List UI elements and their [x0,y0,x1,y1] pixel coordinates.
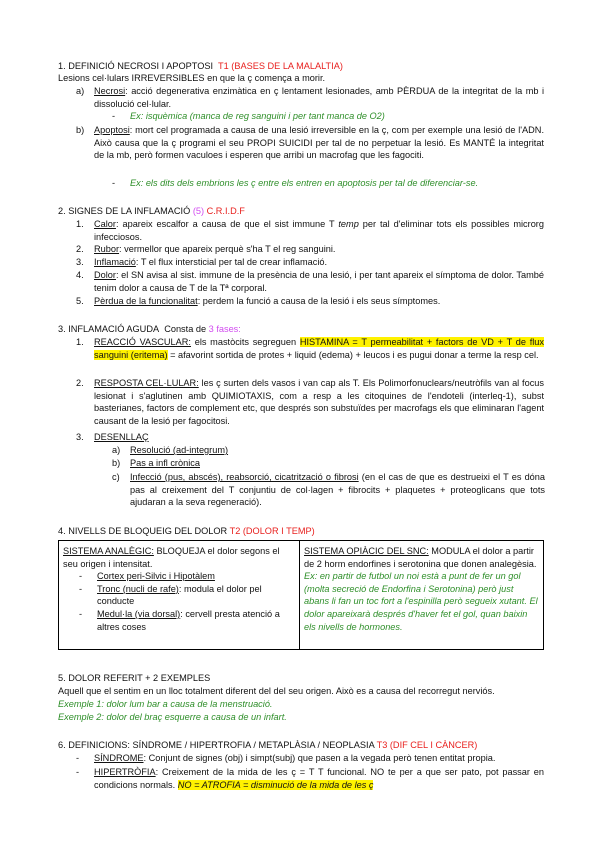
list-marker: a) [112,445,121,455]
desenllac-cronica: Pas a infl crònica [130,458,200,468]
opiacic-system-cell: SISTEMA OPIÀCIC DEL SNC: MODULA el dolor a partir de 2 horm endorfines i serotonina que donen analegèsia. Ex: en partir de futbol un noi està a punt de fer un gol (molta secreció de Endorfina i Serotonina) però just abans li fan un toc fort a l'espinilla però segueix xutant. El dolor apareixarà després d'haver fet el gol, quan baixin els nivells de hormones. [300,541,544,650]
list-marker: b) [112,458,121,468]
desenllac-resolucio: Resolució (ad-integrum) [130,445,229,455]
list-number: 1. [76,219,84,229]
section-1-heading: 1. DEFINICIÓ NECROSI I APOPTOSI T1 (BASES DE LA MALALTIA) [58,61,343,71]
section-3-heading: 3. INFLAMACIÓ AGUDA Consta de 3 fases: [58,324,241,334]
signe-calor: Calor: apareix escalfor a causa de que el sist immune T temp per tal d'eliminar tots els possibles microrg infecciosos. [94,219,544,242]
section-1-tag: T1 (BASES DE LA MALALTIA) [217,61,343,71]
analgesic-item: - Medul·la (via dorsal): cervell presta atenció a altres coses [79,608,280,632]
list-number: 1. [76,337,84,347]
sindrome-definition: SÍNDROME: Conjunt de signes (obj) i simpt(subj) que pasen a la vegada però tenen entitat propia. [94,753,496,763]
desenllac: DESENLLAÇ [94,432,149,442]
section-6-heading: 6. DEFINICIONS: SÍNDROME / HIPERTROFIA / METAPLÀSIA / NEOPLASIA T3 (DIF CEL I CÀNCER) [58,740,478,750]
atrofia-highlight: NO = ATROFIA = disminució de la mida de les ç [177,779,374,790]
dolor-referit-example-1: Exemple 1: dolor lum bar a causa de la menstruació. [58,699,273,709]
signe-rubor: Rubor: vermellor que apareix perquè s'ha T el reg sanguini. [94,244,336,254]
necrosi-example: Ex: isquèmica (manca de reg sanguini i per tant manca de O2) [130,111,385,121]
analgesic-item: - Cortex peri-Silvic i Hipotàlem [79,571,215,582]
list-number: 3. [76,257,84,267]
signe-perdua-funcionalitat: Pèrdua de la funcionalitat: perdem la funció a causa de la lesió i els seus símptomes. [94,296,441,306]
list-number: 2. [76,244,84,254]
signe-dolor: Dolor: el SN avisa al sist. immune de la presència de una lesió, i per tant apareix el símptoma de dolor. També tenim dolor a causa de T de la Tª corporal. [94,270,544,293]
resposta-cellular: RESPOSTA CEL·LULAR: les ç surten dels vasos i van cap als T. Els Polimorfonuclears/neutròfils van al focus lesionat i s'aglutinen amb QUIMIOTAXIS, com a resp a les citoquines de l'endoteli (interleq-1), subst basterianes, factors de complement etc, que després son substuïdes per macrofags els que eliminaran l'agent causant de la lesió per fagocitosi. [94,378,544,426]
section-5-heading: 5. DOLOR REFERIT + 2 EXEMPLES [58,673,211,683]
bullet-dash: - [76,753,80,763]
analgesic-item: - Tronc (nucli de rafe): modula el dolor pel conducte [79,583,262,607]
desenllac-infeccio: Infecció (pus, abscés), reabsorció, cicatrització o fibrosi (en el cas de que es destrueixi el T es dóna pas al creixement del T conjuntiu de col·lagen + fibrocits + plaquetes + proteoglicans que tots ajudaran a la seva regeneració). [130,472,546,508]
list-marker: c) [112,472,120,482]
reaccio-vascular: REACCIÓ VASCULAR: els mastòcits segreguen HISTAMINA = T permeabilitat + factors de VD + T de flux sanguini (eritema) = afavorint sortida de protes + liquid (edema) + leucos i es pugui donar a terme la resp cel. [94,337,544,360]
section-2-heading: 2. SIGNES DE LA INFLAMACIÓ (5) C.R.I.D.F [58,206,245,216]
bullet-dash: - [112,111,116,121]
list-number: 4. [76,270,84,280]
dolor-referit-definition: Aquell que el sentim en un lloc totalment diferent del del seu origen. Això es a causa del recorregut nerviós. [58,686,495,696]
necrosi-definition: Necrosi: acció degenerativa enzimàtica en ç lentament lesionades, amb PÈRDUA de la integritat de la mb i dissolució cel·lular. [94,86,544,109]
section-4-heading: 4. NIVELLS DE BLOQUEIG DEL DOLOR T2 (DOLOR I TEMP) [58,526,315,536]
opiacic-example: Ex: en partir de futbol un noi està a punt de fer un gol (molta secreció de Endorfina i Serotonina) però just abans li fan un toc fort a l'espinilla però segueix xutant. El dolor apareixarà després d'haver fet el gol, quan baixin els nivells de hormones. [304,571,538,632]
histamina-highlight: HISTAMINA = T permeabilitat + factors de VD + T de flux sanguini (eritema) [94,337,544,360]
apoptosi-definition: Apoptosi: mort cel programada a causa de una lesió irreversible en la ç, com per exemple una lesió de l'ADN. Això causa que la ç programi el seu PROPI SUICIDI per tal de no perpetuar la lesió. Es MANTÉ la integritat de la mb, però formen vaculoes i esperen que arribi un macrofag que les fagociti. [94,125,544,161]
analgesic-system-cell: SISTEMA ANALÈGIC: BLOQUEJA el dolor segons el seu origen i intensitat. - Cortex peri-Silvic i Hipotàlem - Tronc (nucli de rafe): modula el dolor pel conducte - Medul·la (via dorsal): cervell presta atenció a altres coses [59,541,300,650]
signe-inflamacio: Inflamació: T el flux intersticial per tal de crear inflamació. [94,257,328,267]
list-marker: b) [76,125,85,135]
list-number: 5. [76,296,84,306]
section-1-intro: Lesions cel·lulars IRREVERSIBLES en que la ç comença a morir. [58,73,326,83]
list-number: 3. [76,432,84,442]
pain-blocking-table [58,540,544,650]
bullet-dash: - [76,767,80,777]
list-marker: a) [76,86,85,96]
apoptosi-example: Ex: els dits dels embrions les ç entre els entren en apoptosis per tal de diferenciar-se. [130,178,479,188]
hipertrofia-definition: HIPERTRÒFIA: Creixement de la mida de les ç = T T funcional. NO te per a que ser pato, pot passar en condicions normals. NO = ATROFIA = disminució de la mida de les ç [94,767,544,790]
dolor-referit-example-2: Exemple 2: dolor del braç esquerre a causa de un infart. [58,712,287,722]
bullet-dash: - [112,178,116,188]
list-number: 2. [76,378,84,388]
